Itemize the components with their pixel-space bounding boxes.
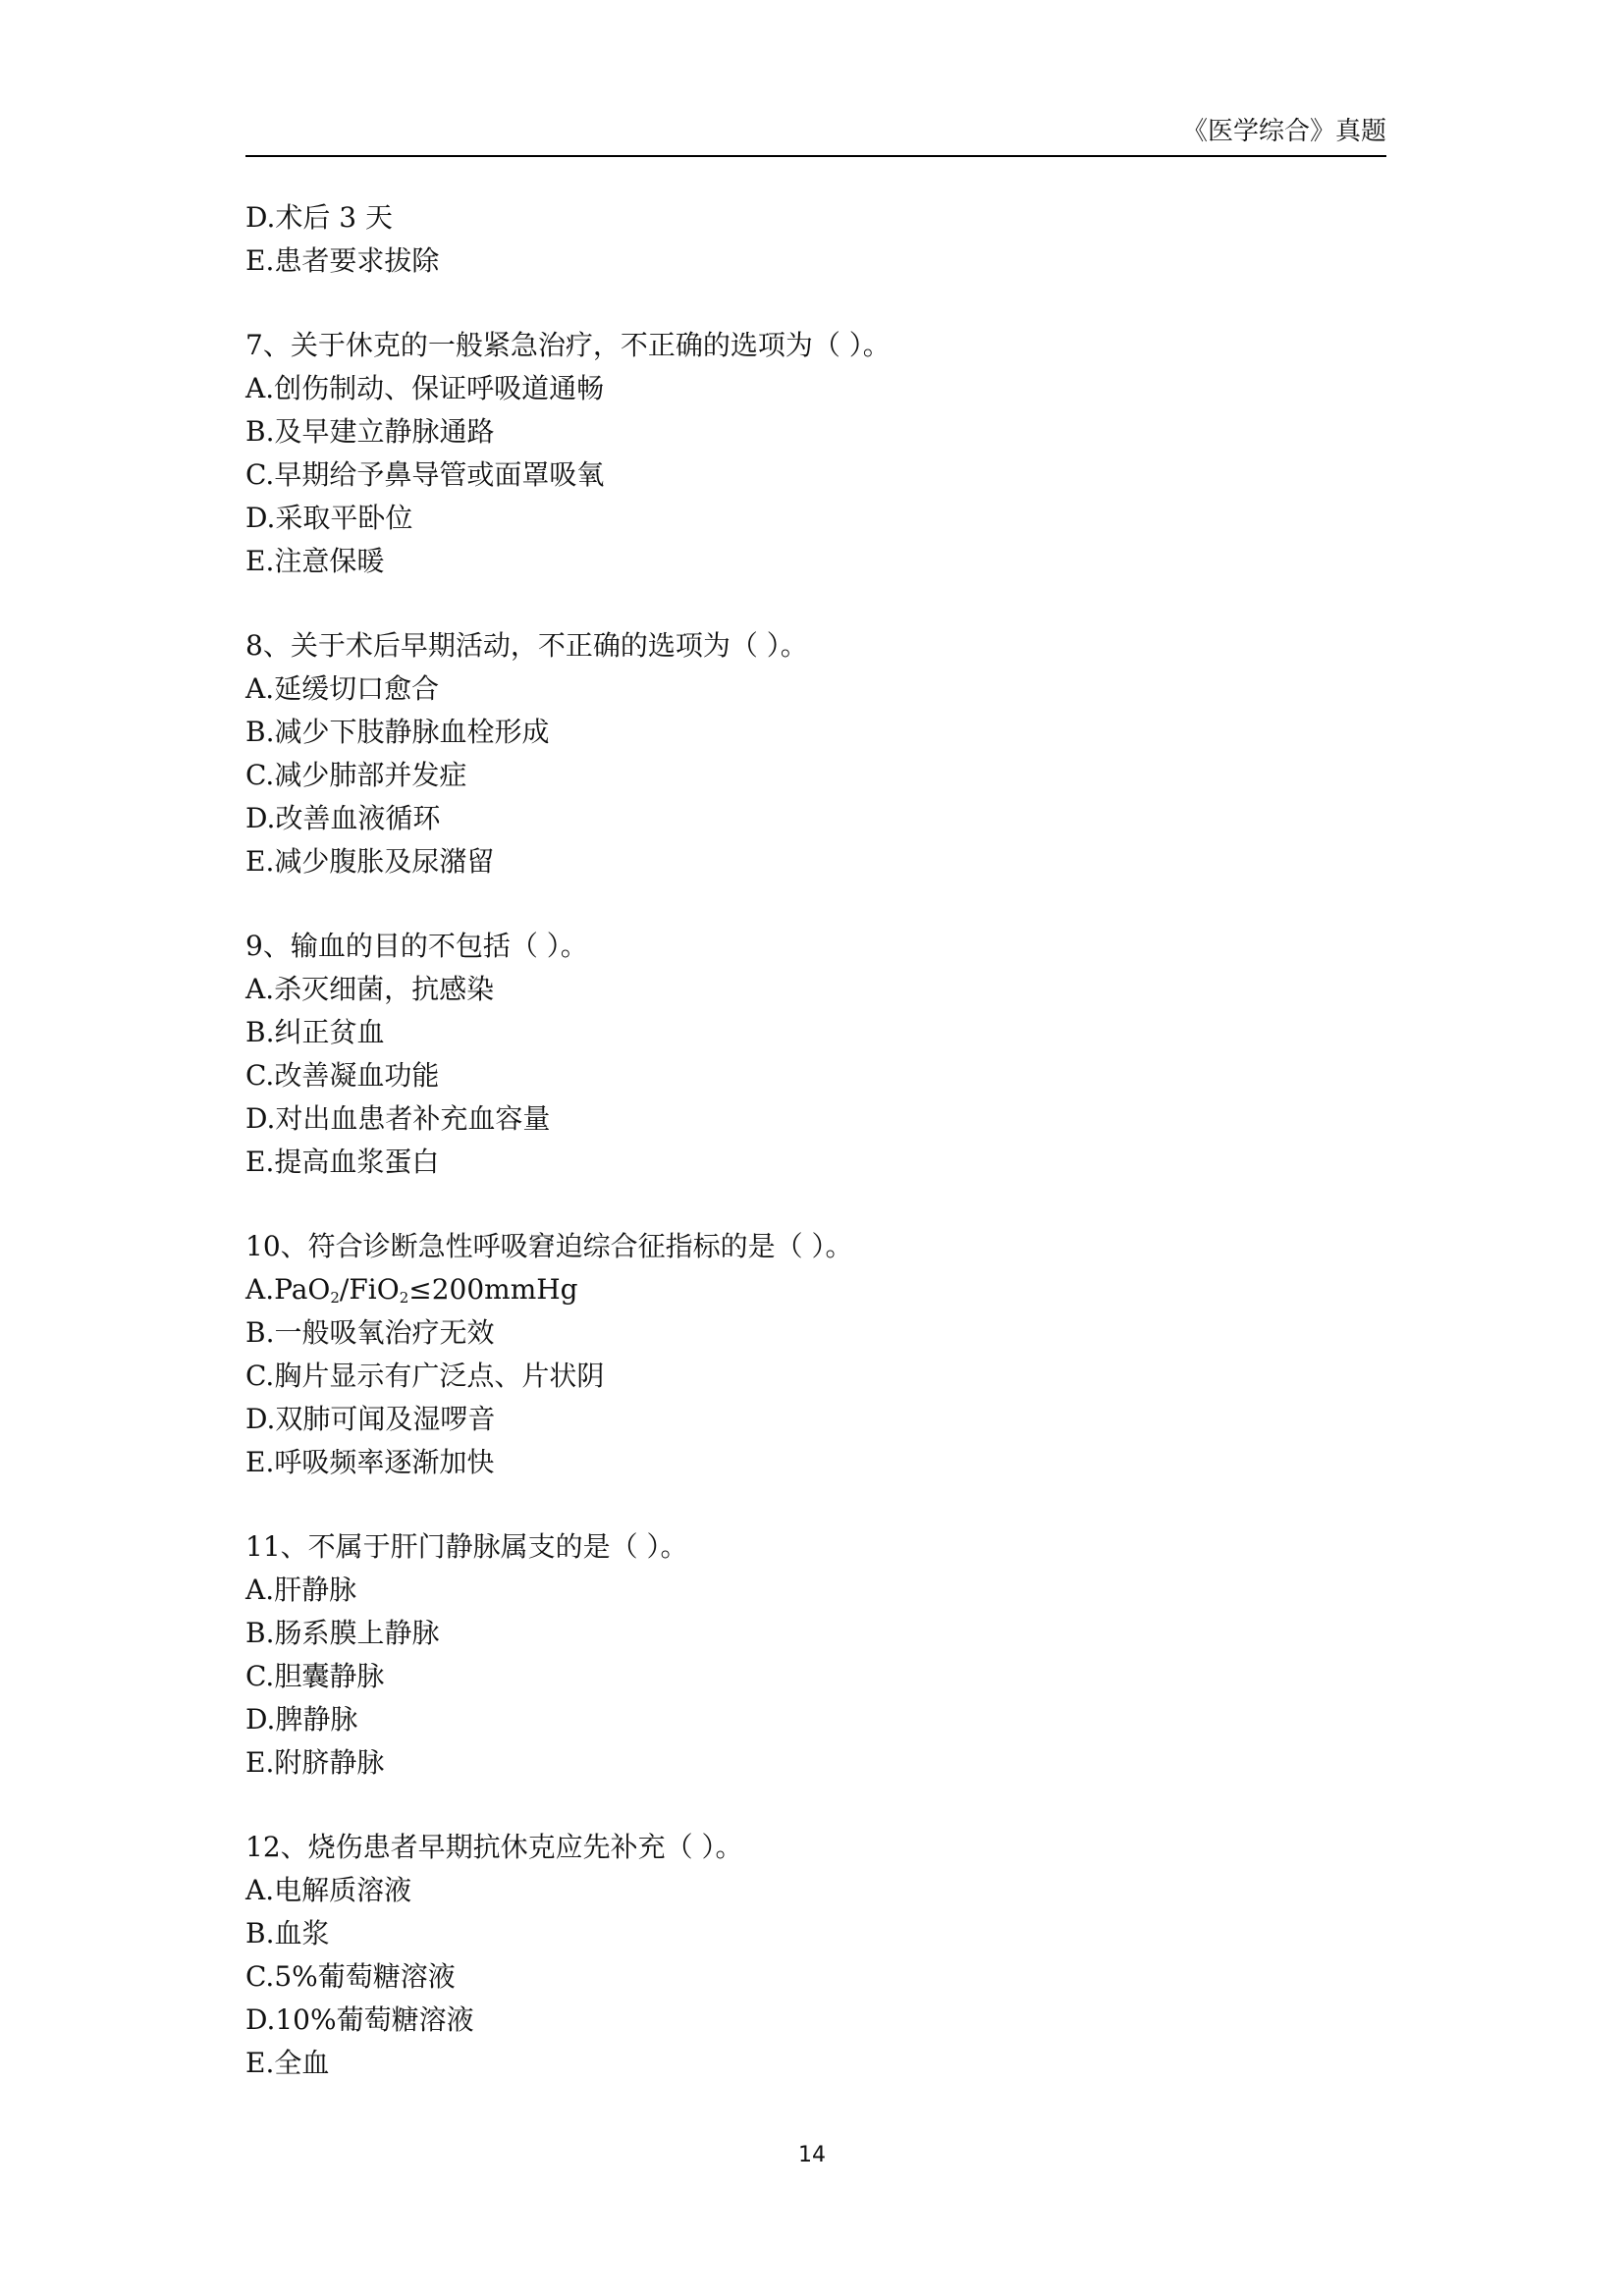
question-stem: 10、符合诊断急性呼吸窘迫综合征指标的是（ ）。	[245, 1230, 853, 1262]
option-b: B.血浆	[245, 1917, 330, 1949]
option-a: A.延缓切口愈合	[245, 672, 440, 705]
option-d: D.对出血患者补充血容量	[245, 1102, 551, 1135]
option-e: E.呼吸频率逐渐加快	[245, 1446, 495, 1478]
option-c: C.减少肺部并发症	[245, 759, 467, 791]
option-a: A.肝静脉	[245, 1574, 357, 1606]
header-title: 《医学综合》真题	[1181, 117, 1386, 146]
question-stem: 7、关于休克的一般紧急治疗，不正确的选项为（ ）。	[245, 329, 891, 361]
option-d: D.双肺可闻及湿啰音	[245, 1403, 496, 1435]
question-7	[245, 324, 1326, 583]
option-c: C.胸片显示有广泛点、片状阴	[245, 1360, 605, 1392]
question-10	[245, 1225, 1326, 1484]
question-stem: 9、输血的目的不包括（ ）。	[245, 930, 588, 962]
question-stem: 12、烧伤患者早期抗休克应先补充（ ）。	[245, 1831, 743, 1863]
formula-subscript: 2	[399, 1289, 409, 1307]
option-d: D.10%葡萄糖溶液	[245, 2003, 474, 2036]
question-stem: 8、关于术后早期活动，不正确的选项为（ ）。	[245, 629, 808, 662]
option-c: C.5%葡萄糖溶液	[245, 1960, 456, 1993]
question-6-continuation	[245, 196, 1326, 283]
option-b: B.及早建立静脉通路	[245, 415, 495, 448]
option-b: B.一般吸氧治疗无效	[245, 1316, 495, 1349]
option-e: E.注意保暖	[245, 545, 385, 577]
option-e: E.附脐静脉	[245, 1746, 385, 1779]
option-d: D.改善血液循环	[245, 802, 441, 834]
option-e: E.减少腹胀及尿潴留	[245, 845, 495, 878]
option-c: C.改善凝血功能	[245, 1059, 440, 1092]
option-e: E.提高血浆蛋白	[245, 1146, 440, 1178]
question-9	[245, 925, 1326, 1184]
question-11	[245, 1525, 1326, 1785]
question-stem: 11、不属于肝门静脉属支的是（ ）。	[245, 1530, 688, 1563]
option-d: D.采取平卧位	[245, 502, 413, 534]
option-a	[245, 1268, 1326, 1311]
formula-subscript: 2	[330, 1289, 340, 1307]
page-header	[245, 116, 1386, 157]
option-c: C.早期给予鼻导管或面罩吸氧	[245, 458, 605, 491]
option-b: B.减少下肢静脉血栓形成	[245, 716, 550, 748]
page-number: 14	[798, 2143, 826, 2167]
formula-middle: /FiO	[339, 1273, 400, 1306]
option-a: A.杀灭细菌，抗感染	[245, 973, 495, 1005]
option-a: A.电解质溶液	[245, 1874, 412, 1906]
question-12	[245, 1826, 1326, 2085]
formula-suffix: ≤200mmHg	[408, 1273, 578, 1306]
option-d: D.术后 3 天	[245, 201, 393, 234]
question-8	[245, 624, 1326, 883]
option-c: C.胆囊静脉	[245, 1660, 385, 1692]
option-e: E.患者要求拔除	[245, 244, 440, 277]
document-body	[245, 196, 1326, 2085]
option-a: A.创伤制动、保证呼吸道通畅	[245, 372, 605, 404]
option-b: B.肠系膜上静脉	[245, 1617, 440, 1649]
option-e: E.全血	[245, 2047, 330, 2079]
option-d: D.脾静脉	[245, 1703, 358, 1735]
formula-prefix: A.PaO	[245, 1273, 331, 1306]
option-b: B.纠正贫血	[245, 1016, 385, 1048]
